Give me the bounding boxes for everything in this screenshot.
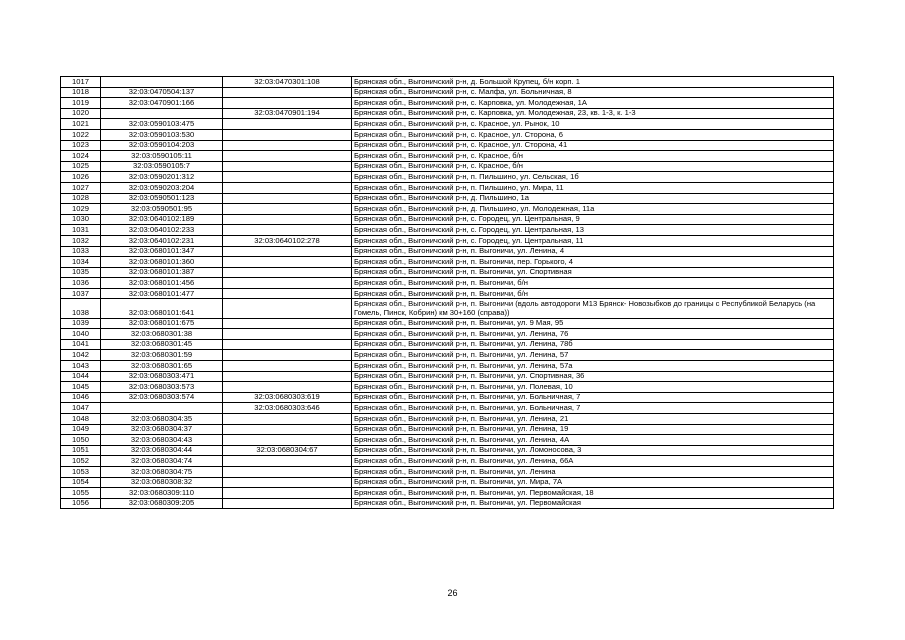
table-row (61, 299, 834, 318)
table-row (61, 119, 834, 130)
table-row (61, 318, 834, 329)
linked-cadastral-number-cell (223, 182, 352, 193)
cadastral-number-cell: 32:03:0680301:38 (101, 329, 223, 340)
row-number-cell: 1034 (61, 257, 101, 268)
linked-cadastral-number-cell (223, 288, 352, 299)
row-number-cell: 1055 (61, 488, 101, 499)
cadastral-number-cell: 32:03:0590104:203 (101, 140, 223, 151)
table-row (61, 456, 834, 467)
linked-cadastral-number-cell (223, 498, 352, 509)
table-row (61, 435, 834, 446)
address-cell: Брянская обл., Выгоничский р-н, п. Выгоничи, ул. Больничная, 7 (352, 392, 834, 403)
linked-cadastral-number-cell (223, 214, 352, 225)
address-cell: Брянская обл., Выгоничский р-н, п. Выгоничи, ул. Ленина, 57 (352, 350, 834, 361)
linked-cadastral-number-cell (223, 456, 352, 467)
row-number-cell: 1038 (61, 299, 101, 318)
page-number: 26 (447, 588, 458, 598)
row-number-cell: 1049 (61, 424, 101, 435)
cadastral-number-cell: 32:03:0590203:204 (101, 182, 223, 193)
address-cell: Брянская обл., Выгоничский р-н, п. Выгоничи, ул. 9 Мая, 95 (352, 318, 834, 329)
linked-cadastral-number-cell: 32:03:0640102:278 (223, 235, 352, 246)
address-cell: Брянская обл., Выгоничский р-н, п. Выгоничи, ул. Первомайская, 18 (352, 488, 834, 499)
linked-cadastral-number-cell (223, 278, 352, 289)
table-row (61, 361, 834, 372)
cadastral-number-cell: 32:03:0470504:137 (101, 87, 223, 98)
address-cell: Брянская обл., Выгоничский р-н, д. Пильшино, ул. Молодежная, 11а (352, 204, 834, 215)
cadastral-number-cell: 32:03:0680101:360 (101, 257, 223, 268)
address-cell: Брянская обл., Выгоничский р-н, с. Городец, ул. Центральная, 11 (352, 235, 834, 246)
linked-cadastral-number-cell (223, 414, 352, 425)
address-cell: Брянская обл., Выгоничский р-н, п. Выгоничи, ул. Ленина (352, 466, 834, 477)
linked-cadastral-number-cell (223, 140, 352, 151)
linked-cadastral-number-cell (223, 299, 352, 318)
cadastral-number-cell: 32:03:0680304:37 (101, 424, 223, 435)
row-number-cell: 1030 (61, 214, 101, 225)
cadastral-number-cell: 32:03:0680309:110 (101, 488, 223, 499)
table-row (61, 161, 834, 172)
cadastral-number-cell: 32:03:0680101:456 (101, 278, 223, 289)
cadastral-number-cell: 32:03:0680304:43 (101, 435, 223, 446)
table-row (61, 350, 834, 361)
table-row (61, 87, 834, 98)
cadastral-number-cell: 32:03:0680101:347 (101, 246, 223, 257)
linked-cadastral-number-cell (223, 435, 352, 446)
linked-cadastral-number-cell (223, 87, 352, 98)
linked-cadastral-number-cell: 32:03:0470901:194 (223, 108, 352, 119)
address-cell: Брянская обл., Выгоничский р-н, п. Выгоничи, ул. Ленина, 57а (352, 361, 834, 372)
linked-cadastral-number-cell (223, 382, 352, 393)
table-row (61, 129, 834, 140)
table-row (61, 172, 834, 183)
row-number-cell: 1024 (61, 151, 101, 162)
cadastral-number-cell: 32:03:0680101:477 (101, 288, 223, 299)
row-number-cell: 1029 (61, 204, 101, 215)
address-cell: Брянская обл., Выгоничский р-н, п. Выгоничи, ул. Больничная, 7 (352, 403, 834, 414)
address-cell: Брянская обл., Выгоничский р-н, с. Городец, ул. Центральная, 9 (352, 214, 834, 225)
linked-cadastral-number-cell (223, 129, 352, 140)
address-cell: Брянская обл., Выгоничский р-н, п. Выгоничи, ул. Ленина, 4 (352, 246, 834, 257)
row-number-cell: 1018 (61, 87, 101, 98)
table-row (61, 98, 834, 109)
linked-cadastral-number-cell (223, 267, 352, 278)
row-number-cell: 1056 (61, 498, 101, 509)
cadastral-number-cell: 32:03:0680304:44 (101, 445, 223, 456)
table-row (61, 288, 834, 299)
row-number-cell: 1017 (61, 77, 101, 88)
cadastral-number-cell: 32:03:0470901:166 (101, 98, 223, 109)
row-number-cell: 1025 (61, 161, 101, 172)
address-cell: Брянская обл., Выгоничский р-н, п. Выгоничи, ул. Ленина, 66А (352, 456, 834, 467)
address-cell: Брянская обл., Выгоничский р-н, п. Пильшино, ул. Сельская, 1б (352, 172, 834, 183)
row-number-cell: 1019 (61, 98, 101, 109)
linked-cadastral-number-cell (223, 488, 352, 499)
row-number-cell: 1042 (61, 350, 101, 361)
row-number-cell: 1050 (61, 435, 101, 446)
cadastral-number-cell: 32:03:0680303:574 (101, 392, 223, 403)
cadastral-number-cell: 32:03:0680304:35 (101, 414, 223, 425)
row-number-cell: 1040 (61, 329, 101, 340)
address-cell: Брянская обл., Выгоничский р-н, п. Выгоничи, ул. Ленина, 76 (352, 329, 834, 340)
address-cell: Брянская обл., Выгоничский р-н, п. Выгоничи, пер. Горького, 4 (352, 257, 834, 268)
row-number-cell: 1054 (61, 477, 101, 488)
table-row (61, 488, 834, 499)
cadastral-number-cell: 32:03:0680309:205 (101, 498, 223, 509)
table-row (61, 392, 834, 403)
cadastral-number-cell: 32:03:0680301:59 (101, 350, 223, 361)
table-row (61, 151, 834, 162)
table-row (61, 182, 834, 193)
table-row (61, 225, 834, 236)
address-cell: Брянская обл., Выгоничский р-н, п. Выгоничи, ул. Первомайская (352, 498, 834, 509)
table-row (61, 108, 834, 119)
row-number-cell: 1037 (61, 288, 101, 299)
address-cell: Брянская обл., Выгоничский р-н, с. Красное, ул. Сторона, 6 (352, 129, 834, 140)
table-row (61, 204, 834, 215)
cadastral-number-cell: 32:03:0590105:7 (101, 161, 223, 172)
row-number-cell: 1032 (61, 235, 101, 246)
cadastral-number-cell: 32:03:0590105:11 (101, 151, 223, 162)
table-row (61, 329, 834, 340)
address-cell: Брянская обл., Выгоничский р-н, п. Пильшино, ул. Мира, 11 (352, 182, 834, 193)
linked-cadastral-number-cell (223, 204, 352, 215)
linked-cadastral-number-cell (223, 246, 352, 257)
row-number-cell: 1052 (61, 456, 101, 467)
row-number-cell: 1045 (61, 382, 101, 393)
address-cell: Брянская обл., Выгоничский р-н, д. Пильшино, 1а (352, 193, 834, 204)
linked-cadastral-number-cell: 32:03:0470301:108 (223, 77, 352, 88)
linked-cadastral-number-cell (223, 424, 352, 435)
cadastral-number-cell: 32:03:0590201:312 (101, 172, 223, 183)
address-cell: Брянская обл., Выгоничский р-н, п. Выгоничи, б/н (352, 278, 834, 289)
linked-cadastral-number-cell (223, 466, 352, 477)
table-row (61, 424, 834, 435)
row-number-cell: 1035 (61, 267, 101, 278)
address-cell: Брянская обл., Выгоничский р-н, п. Выгоничи, ул. Полевая, 10 (352, 382, 834, 393)
linked-cadastral-number-cell (223, 151, 352, 162)
row-number-cell: 1023 (61, 140, 101, 151)
table-row (61, 246, 834, 257)
registry-table-body (61, 77, 834, 509)
cadastral-number-cell: 32:03:0590103:530 (101, 129, 223, 140)
address-cell: Брянская обл., Выгоничский р-н, с. Красное, б/н (352, 161, 834, 172)
linked-cadastral-number-cell (223, 98, 352, 109)
table-row (61, 214, 834, 225)
address-cell: Брянская обл., Выгоничский р-н, с. Красное, ул. Сторона, 41 (352, 140, 834, 151)
address-cell: Брянская обл., Выгоничский р-н, с. Красное, ул. Рынок, 10 (352, 119, 834, 130)
row-number-cell: 1021 (61, 119, 101, 130)
linked-cadastral-number-cell: 32:03:0680304:67 (223, 445, 352, 456)
row-number-cell: 1039 (61, 318, 101, 329)
cadastral-number-cell: 32:03:0640102:233 (101, 225, 223, 236)
address-cell: Брянская обл., Выгоничский р-н, п. Выгоничи (вдоль автодороги М13 Брянск- Новозыбков до границы с Республикой Беларусь (на Гомель, Пинск, Кобрин) км 30+160 (справа)) (352, 299, 834, 318)
row-number-cell: 1041 (61, 339, 101, 350)
address-cell: Брянская обл., Выгоничский р-н, п. Выгоничи, ул. Мира, 7А (352, 477, 834, 488)
table-row (61, 267, 834, 278)
row-number-cell: 1031 (61, 225, 101, 236)
row-number-cell: 1028 (61, 193, 101, 204)
cadastral-number-cell: 32:03:0680304:75 (101, 466, 223, 477)
address-cell: Брянская обл., Выгоничский р-н, п. Выгоничи, ул. Ленина, 78б (352, 339, 834, 350)
cadastral-number-cell (101, 108, 223, 119)
cadastral-number-cell: 32:03:0680308:32 (101, 477, 223, 488)
table-row (61, 414, 834, 425)
table-row (61, 278, 834, 289)
table-row (61, 382, 834, 393)
address-cell: Брянская обл., Выгоничский р-н, с. Красное, б/н (352, 151, 834, 162)
linked-cadastral-number-cell (223, 361, 352, 372)
address-cell: Брянская обл., Выгоничский р-н, п. Выгоничи, ул. Ленина, 4А (352, 435, 834, 446)
row-number-cell: 1047 (61, 403, 101, 414)
row-number-cell: 1051 (61, 445, 101, 456)
linked-cadastral-number-cell (223, 225, 352, 236)
address-cell: Брянская обл., Выгоничский р-н, с. Карповка, ул. Молодежная, 1А (352, 98, 834, 109)
cadastral-number-cell: 32:03:0680101:675 (101, 318, 223, 329)
row-number-cell: 1046 (61, 392, 101, 403)
row-number-cell: 1044 (61, 371, 101, 382)
cadastral-number-cell: 32:03:0680101:387 (101, 267, 223, 278)
table-row (61, 403, 834, 414)
table-row (61, 339, 834, 350)
address-cell: Брянская обл., Выгоничский р-н, п. Выгоничи, ул. Ленина, 21 (352, 414, 834, 425)
row-number-cell: 1036 (61, 278, 101, 289)
linked-cadastral-number-cell (223, 318, 352, 329)
address-cell: Брянская обл., Выгоничский р-н, с. Карповка, ул. Молодежная, 23, кв. 1-3, к. 1-3 (352, 108, 834, 119)
cadastral-number-cell: 32:03:0680301:45 (101, 339, 223, 350)
row-number-cell: 1026 (61, 172, 101, 183)
address-cell: Брянская обл., Выгоничский р-н, с. Малфа, ул. Больничная, 8 (352, 87, 834, 98)
address-cell: Брянская обл., Выгоничский р-н, п. Выгоничи, ул. Спортивная, 36 (352, 371, 834, 382)
cadastral-number-cell: 32:03:0590501:123 (101, 193, 223, 204)
row-number-cell: 1033 (61, 246, 101, 257)
table-row (61, 445, 834, 456)
table-row (61, 140, 834, 151)
table-row (61, 193, 834, 204)
table-row (61, 498, 834, 509)
row-number-cell: 1027 (61, 182, 101, 193)
cadastral-number-cell: 32:03:0680304:74 (101, 456, 223, 467)
table-row (61, 235, 834, 246)
linked-cadastral-number-cell (223, 350, 352, 361)
linked-cadastral-number-cell (223, 371, 352, 382)
cadastral-number-cell: 32:03:0680301:65 (101, 361, 223, 372)
address-cell: Брянская обл., Выгоничский р-н, д. Большой Крупец, б/н корп. 1 (352, 77, 834, 88)
table-row (61, 371, 834, 382)
address-cell: Брянская обл., Выгоничский р-н, п. Выгоничи, ул. Ленина, 19 (352, 424, 834, 435)
cadastral-number-cell: 32:03:0590501:95 (101, 204, 223, 215)
linked-cadastral-number-cell (223, 193, 352, 204)
table-row (61, 77, 834, 88)
address-cell: Брянская обл., Выгоничский р-н, с. Городец, ул. Центральная, 13 (352, 225, 834, 236)
cadastral-number-cell: 32:03:0590103:475 (101, 119, 223, 130)
linked-cadastral-number-cell (223, 329, 352, 340)
linked-cadastral-number-cell (223, 161, 352, 172)
linked-cadastral-number-cell (223, 257, 352, 268)
row-number-cell: 1048 (61, 414, 101, 425)
address-cell: Брянская обл., Выгоничский р-н, п. Выгоничи, ул. Спортивная (352, 267, 834, 278)
linked-cadastral-number-cell (223, 477, 352, 488)
linked-cadastral-number-cell (223, 119, 352, 130)
cadastral-number-cell: 32:03:0640102:231 (101, 235, 223, 246)
table-row (61, 466, 834, 477)
row-number-cell: 1043 (61, 361, 101, 372)
address-cell: Брянская обл., Выгоничский р-н, п. Выгоничи, б/н (352, 288, 834, 299)
cadastral-number-cell: 32:03:0680303:471 (101, 371, 223, 382)
linked-cadastral-number-cell: 32:03:0680303:619 (223, 392, 352, 403)
property-registry-table (60, 76, 834, 509)
cadastral-number-cell (101, 403, 223, 414)
row-number-cell: 1053 (61, 466, 101, 477)
cadastral-number-cell (101, 77, 223, 88)
row-number-cell: 1022 (61, 129, 101, 140)
linked-cadastral-number-cell (223, 339, 352, 350)
linked-cadastral-number-cell (223, 172, 352, 183)
cadastral-number-cell: 32:03:0680303:573 (101, 382, 223, 393)
table-row (61, 257, 834, 268)
row-number-cell: 1020 (61, 108, 101, 119)
linked-cadastral-number-cell: 32:03:0680303:646 (223, 403, 352, 414)
table-row (61, 477, 834, 488)
cadastral-number-cell: 32:03:0680101:641 (101, 299, 223, 318)
cadastral-number-cell: 32:03:0640102:189 (101, 214, 223, 225)
address-cell: Брянская обл., Выгоничский р-н, п. Выгоничи, ул. Ломоносова, 3 (352, 445, 834, 456)
